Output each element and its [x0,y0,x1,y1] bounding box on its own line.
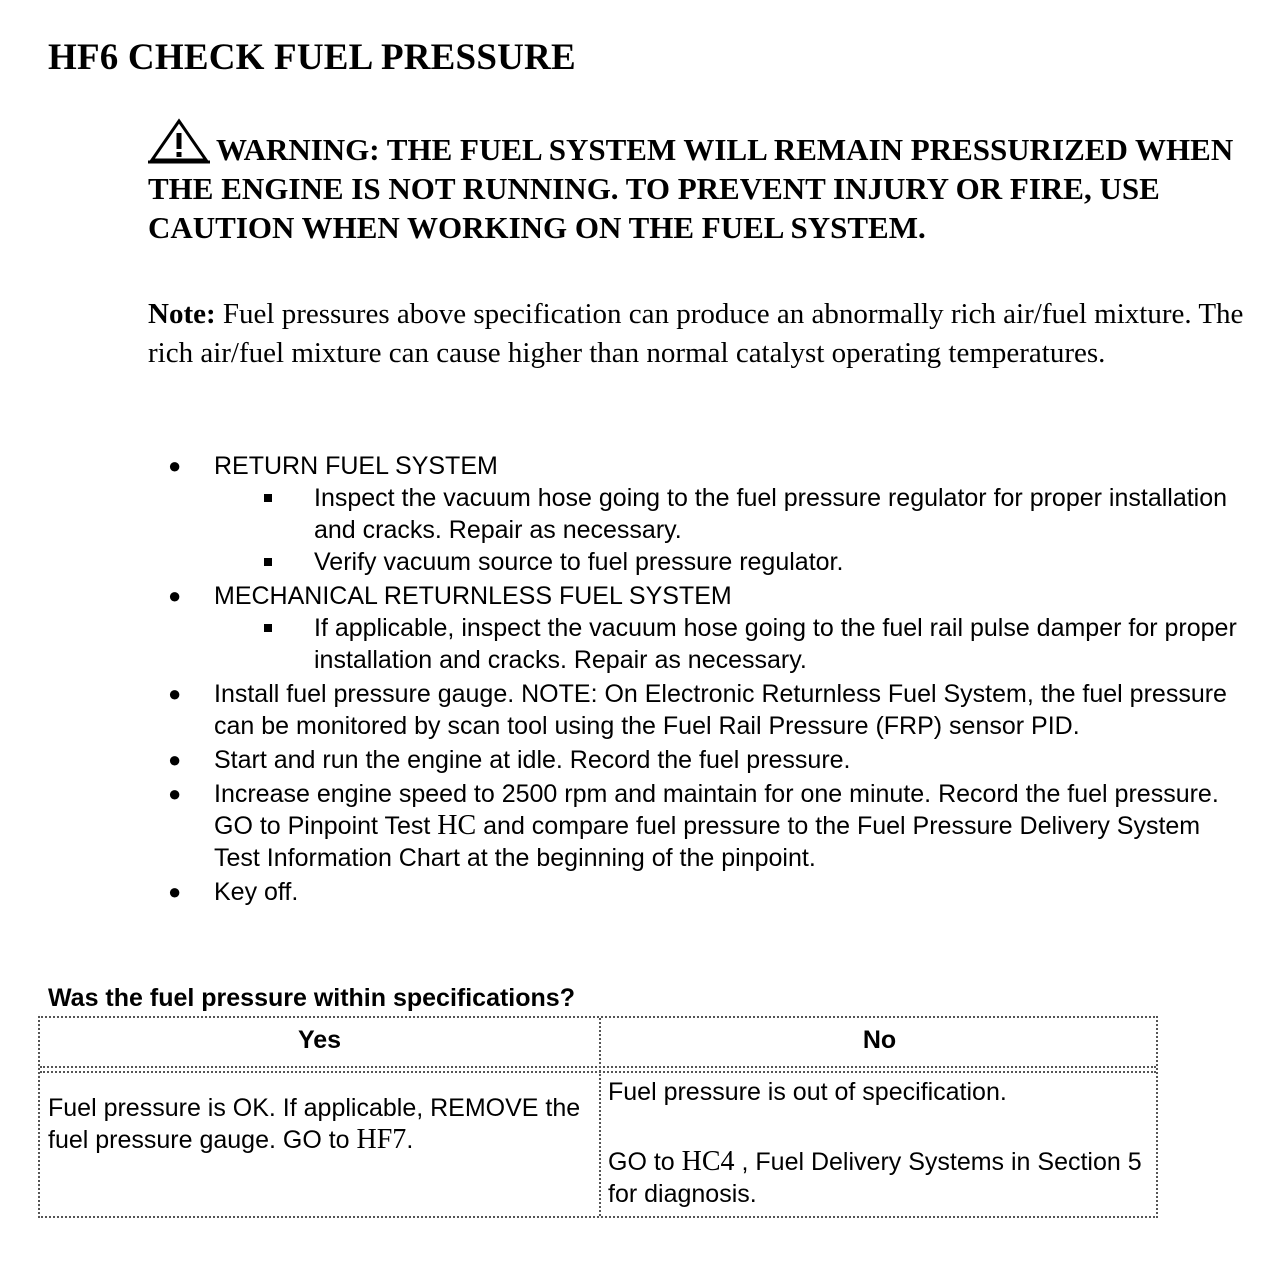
list-item: ● Install fuel pressure gauge. NOTE: On Electronic Returnless Fuel System, the fuel pressure can be monitored by scan tool using the Fuel Rail Pressure (FRP) sensor PID. [168,680,1227,740]
square-bullet-icon [264,494,272,502]
hf7-link[interactable]: HF7 [356,1124,407,1155]
warning-block [148,118,1238,247]
sub-list-item: If applicable, inspect the vacuum hose going to the fuel rail pulse damper for proper installation and cracks. Repair as necessary. [214,612,1250,676]
list-item: ● Start and run the engine at idle. Record the fuel pressure. [168,746,851,774]
bullet-dot-icon: ● [168,453,182,478]
yes-header: Yes [297,1026,342,1054]
list-item: ● Increase engine speed to 2500 rpm and maintain for one minute. Record the fuel pressure. GO to Pinpoint Test HC and compare fuel pressure to the Fuel Pressure Delivery System Test Information Chart at the beginning of the pinpoint. [168,780,1219,872]
sub-list-item: Verify vacuum source to fuel pressure regulator. [214,546,1250,578]
list-item: ● MECHANICAL RETURNLESS FUEL SYSTEM If applicable, inspect the vacuum hose going to the fuel rail pulse damper for proper installation and cracks. Repair as necessary. [160,580,1250,676]
note-block [148,295,1258,373]
bullet-dot-icon: ● [168,583,182,608]
list-item: ● RETURN FUEL SYSTEM Inspect the vacuum hose going to the fuel pressure regulator for proper installation and cracks. Repair as necessary. Verify vacuum source to fuel pressure regulator. [160,450,1250,578]
list-item: ● Key off. [168,878,299,906]
bullet-dot-icon: ● [168,879,182,904]
square-bullet-icon [264,624,272,632]
decision-table [38,1016,1158,1218]
page-title: HF6 CHECK FUEL PRESSURE [48,37,576,78]
hc4-link[interactable]: HC4 [681,1146,735,1177]
pinpoint-test-hc-link[interactable]: HC [437,810,477,841]
warning-text: WARNING: THE FUEL SYSTEM WILL REMAIN PRESSURIZED WHEN THE ENGINE IS NOT RUNNING. TO PREVENT INJURY OR FIRE, USE CAUTION WHEN WORKING ON THE FUEL SYSTEM. [148,132,1234,245]
square-bullet-icon [264,558,272,566]
decision-question: Was the fuel pressure within specifications? [48,984,575,1012]
note-text: Fuel pressures above specification can produce an abnormally rich air/fuel mixture. The rich air/fuel mixture can cause higher than normal catalyst operating temperatures. [148,298,1244,369]
no-header: No [862,1026,897,1054]
warning-triangle-icon [148,118,210,164]
bullet-dot-icon: ● [168,781,182,806]
bullet-dot-icon: ● [168,747,182,772]
procedure-list [160,450,1250,910]
note-label: Note: [148,298,216,330]
bullet-dot-icon: ● [168,681,182,706]
sub-list-item: Inspect the vacuum hose going to the fuel pressure regulator for proper installation and cracks. Repair as necessary. [214,482,1250,546]
no-cell: Fuel pressure is out of specification. GO to HC4 , Fuel Delivery Systems in Section 5 for diagnosis. [608,1078,1142,1208]
yes-cell: Fuel pressure is OK. If applicable, REMOVE the fuel pressure gauge. GO to HF7. [48,1094,581,1155]
